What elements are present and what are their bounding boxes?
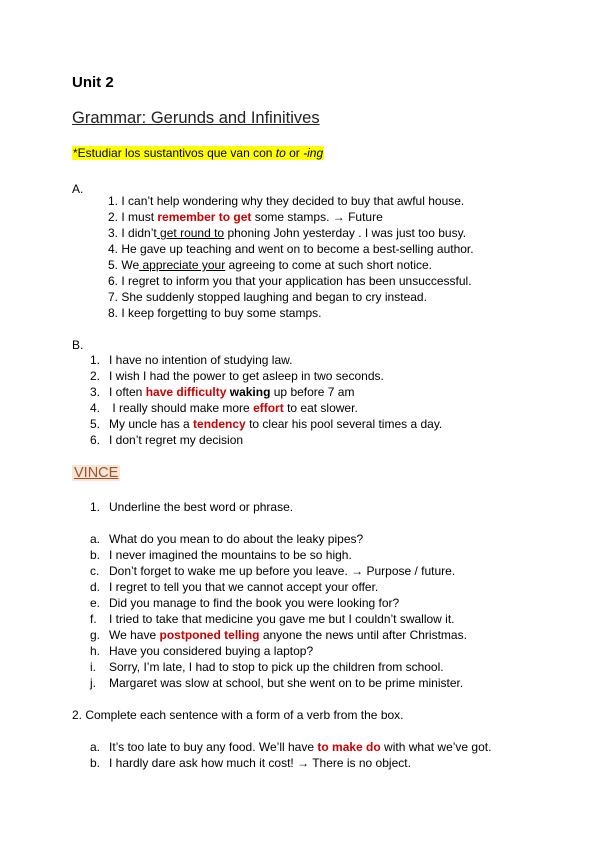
bold-word: waking — [229, 385, 271, 399]
note-to: to — [275, 146, 286, 160]
note-ing: -ing — [303, 146, 324, 160]
highlighted-phrase: effort — [253, 401, 284, 415]
list-item: d. I regret to tell you that we cannot accept your offer. — [90, 580, 379, 594]
list-item: 2. I wish I had the power to get asleep in two seconds. — [90, 369, 384, 383]
section-b-label: B. — [72, 338, 84, 352]
list-item: j. Margaret was slow at school, but she went on to be prime minister. — [90, 676, 464, 690]
list-item: 5. We appreciate your agreeing to come at such short notice. — [108, 258, 433, 272]
list-item: 1. I have no intention of studying law. — [90, 353, 293, 367]
list-item: 5. My uncle has a tendency to clear his pool several times a day. — [90, 417, 443, 431]
list-item: 7. She suddenly stopped laughing and began to cry instead. — [108, 290, 427, 304]
list-item: b. I hardly dare ask how much it cost! → There is no object. — [90, 756, 411, 770]
section-a-label: A. — [72, 182, 84, 196]
note-text: *Estudiar los sustantivos que van con — [73, 146, 276, 160]
list-item: e. Did you manage to find the book you were looking for? — [90, 596, 400, 610]
note-mid: or — [285, 146, 304, 160]
list-item: 8. I keep forgetting to buy some stamps. — [108, 306, 322, 320]
list-item: 6. I regret to inform you that your application has been unsuccessful. — [108, 274, 472, 288]
list-item: a. What do you mean to do about the leaky pipes? — [90, 532, 364, 546]
unit-title: Unit 2 — [72, 74, 114, 91]
list-item: f. I tried to take that medicine you gave me but I couldn’t swallow it. — [90, 612, 455, 626]
list-item: 2. I must remember to get some stamps. → Future — [108, 210, 383, 224]
list-item: c. Don’t forget to wake me up before you leave. → Purpose / future. — [90, 564, 456, 578]
underlined-phrase: appreciate your — [139, 258, 226, 272]
list-item: 3. I often have difficulty waking up before 7 am — [90, 385, 355, 399]
highlighted-phrase: have difficulty — [145, 385, 227, 399]
highlighted-phrase: postponed telling — [159, 628, 260, 642]
list-item: 4. He gave up teaching and went on to become a best-selling author. — [108, 242, 474, 256]
highlighted-phrase: remember to get — [157, 210, 252, 224]
list-item: 3. I didn’t get round to phoning John yesterday . I was just too busy. — [108, 226, 467, 240]
highlighted-phrase: tendency — [193, 417, 246, 431]
task-instruction: 2. Complete each sentence with a form of a verb from the box. — [72, 708, 404, 722]
list-item: a. It’s too late to buy any food. We’ll have to make do with what we’ve got. — [90, 740, 492, 754]
highlighted-note — [72, 146, 324, 160]
underlined-phrase: get round to — [156, 226, 225, 240]
list-item: g. We have postponed telling anyone the news until after Christmas. — [90, 628, 467, 642]
list-item: i. Sorry, I’m late, I had to stop to pick up the children from school. — [90, 660, 444, 674]
vince-heading: VINCE — [74, 465, 119, 481]
list-item: 4. I really should make more effort to eat slower. — [90, 401, 358, 415]
list-item: 1. I can’t help wondering why they decided to buy that awful house. — [108, 194, 465, 208]
task-instruction: 1. Underline the best word or phrase. — [90, 500, 294, 514]
highlighted-phrase: to make do — [317, 740, 381, 754]
list-item: 6. I don’t regret my decision — [90, 433, 244, 447]
list-item: b. I never imagined the mountains to be so high. — [90, 548, 352, 562]
list-item: h. Have you considered buying a laptop? — [90, 644, 314, 658]
grammar-title: Grammar: Gerunds and Infinitives — [72, 109, 320, 127]
